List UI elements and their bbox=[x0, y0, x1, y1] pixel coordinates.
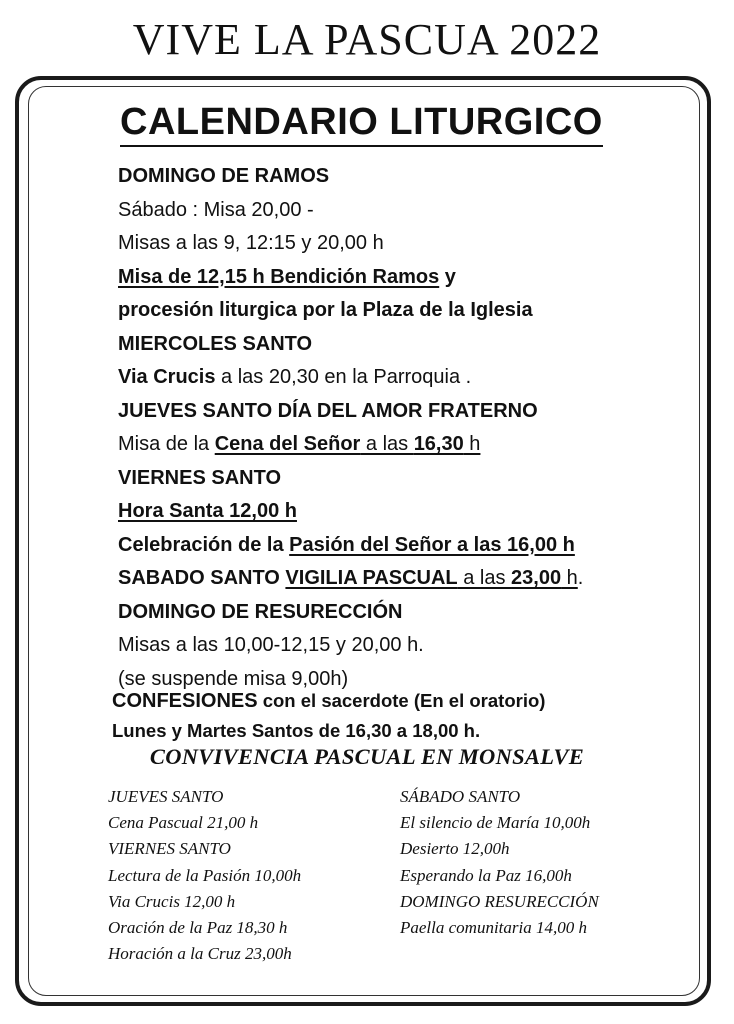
schedule-line bbox=[118, 495, 698, 529]
schedule-text: VIGILIA PASCUAL bbox=[285, 567, 458, 589]
convivencia-item: Lectura de la Pasión 10,00h bbox=[108, 865, 302, 885]
convivencia-item: Cena Pascual 21,00 h bbox=[108, 813, 259, 833]
convivencia-item: Esperando la Paz 16,00h bbox=[400, 865, 572, 885]
schedule-text: . bbox=[577, 567, 584, 589]
schedule-text: Via Crucis bbox=[118, 366, 216, 388]
schedule-line bbox=[118, 328, 698, 362]
schedule-text: DOMINGO DE RAMOS bbox=[118, 165, 330, 187]
confessions-label: CONFESIONES bbox=[112, 690, 258, 712]
schedule-text: Misas a las 10,00-12,15 y 20,00 h. bbox=[118, 634, 424, 656]
schedule-text: 23,00 bbox=[511, 567, 562, 589]
schedule-line bbox=[118, 596, 698, 630]
schedule-text: DOMINGO DE RESURECCIÓN bbox=[118, 600, 403, 623]
schedule-line bbox=[118, 361, 698, 395]
schedule-text: JUEVES SANTO DÍA DEL AMOR FRATERNO bbox=[118, 399, 538, 422]
convivencia-item: Via Crucis 12,00 h bbox=[108, 891, 236, 911]
convivencia-item: Desierto 12,00h bbox=[400, 839, 510, 859]
convivencia-item: SÁBADO SANTO bbox=[400, 787, 521, 806]
schedule-text: Misas a las 9, 12:15 y 20,00 h bbox=[118, 232, 384, 254]
schedule-text: SABADO SANTO bbox=[118, 567, 286, 589]
schedule-text: VIERNES SANTO bbox=[118, 466, 281, 489]
schedule-line bbox=[118, 462, 698, 496]
convivencia-item: Horación a la Cruz 23,00h bbox=[108, 944, 292, 964]
schedule-text: Misa de la bbox=[118, 433, 215, 455]
convivencia-left-column bbox=[108, 784, 301, 967]
schedule-line bbox=[118, 629, 698, 663]
schedule-text: h bbox=[561, 567, 578, 589]
schedule-line bbox=[118, 562, 698, 596]
confessions-detail: con el sacerdote (En el oratorio) bbox=[257, 690, 546, 711]
confessions-line-1 bbox=[112, 686, 672, 716]
schedule-line bbox=[118, 261, 698, 295]
liturgical-schedule bbox=[118, 160, 698, 696]
schedule-line bbox=[118, 294, 698, 328]
confessions-section bbox=[112, 686, 672, 745]
schedule-line bbox=[118, 395, 698, 429]
schedule-text: procesión liturgica por la Plaza de la Iglesia bbox=[118, 299, 533, 321]
schedule-text: Misa de 12,15 h Bendición Ramos bbox=[118, 265, 440, 288]
schedule-text: Pasión del Señor a las 16,00 h bbox=[289, 533, 575, 556]
convivencia-item: VIERNES SANTO bbox=[108, 839, 231, 859]
convivencia-item: JUEVES SANTO bbox=[108, 787, 224, 806]
convivencia-title: CONVIVENCIA PASCUAL EN MONSALVE bbox=[149, 744, 585, 769]
schedule-line bbox=[118, 227, 698, 261]
confessions-line-2: Lunes y Martes Santos de 16,30 a 18,00 h. bbox=[112, 720, 481, 741]
schedule-text: a las bbox=[457, 567, 512, 589]
convivencia-item: El silencio de María 10,00h bbox=[400, 813, 591, 833]
schedule-line bbox=[118, 194, 698, 228]
schedule-text: (se suspende misa 9,00h) bbox=[118, 667, 349, 690]
convivencia-item: Paella comunitaria 14,00 h bbox=[400, 918, 587, 938]
schedule-text: y bbox=[439, 265, 456, 288]
convivencia-right-column bbox=[400, 784, 599, 941]
convivencia-item: DOMINGO RESURECCIÓN bbox=[400, 891, 599, 911]
schedule-text: Sábado : Misa 20,00 - bbox=[118, 198, 314, 221]
schedule-line bbox=[118, 529, 698, 563]
schedule-text: Celebración de la bbox=[118, 533, 290, 556]
schedule-text: h bbox=[463, 433, 481, 455]
schedule-text: a las 20,30 en la Parroquia . bbox=[215, 366, 472, 388]
schedule-text: 16,30 bbox=[413, 433, 464, 455]
schedule-text: a las bbox=[360, 433, 414, 455]
schedule-text: MIERCOLES SANTO bbox=[118, 332, 313, 355]
schedule-line bbox=[118, 160, 698, 194]
schedule-text: Cena del Señor bbox=[214, 433, 361, 455]
poster-title: VIVE LA PASCUA 2022 bbox=[132, 15, 602, 64]
calendar-title: CALENDARIO LITURGICO bbox=[120, 100, 603, 147]
convivencia-item: Oración de la Paz 18,30 h bbox=[108, 918, 288, 938]
schedule-line bbox=[118, 428, 698, 462]
schedule-text: Hora Santa 12,00 h bbox=[118, 500, 297, 522]
